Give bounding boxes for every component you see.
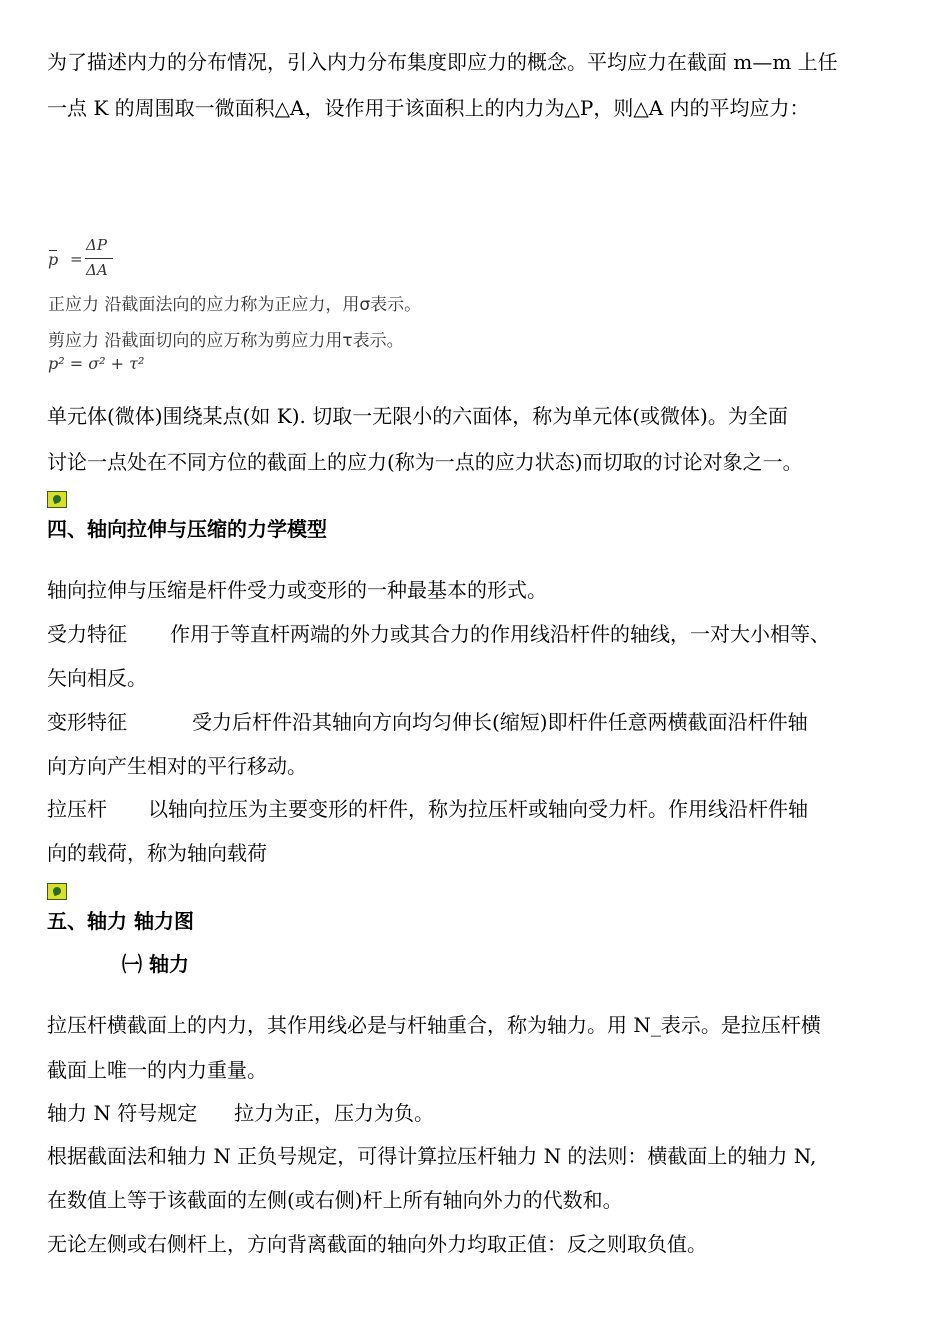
paragraph-line: 无论左侧或右侧杆上，方向背离截面的轴向外力均取正值：反之则取负值。 (47, 1232, 707, 1256)
paragraph-line: 截面上唯一的内力重量。 (47, 1058, 267, 1082)
paragraph-line: 轴向拉伸与压缩是杆件受力或变形的一种最基本的形式。 (47, 578, 547, 602)
paragraph-line: 矢向相反。 (47, 666, 147, 690)
link-icon[interactable] (47, 883, 67, 900)
term-label: 轴力 N 符号规定 (47, 1101, 198, 1125)
term-text: 受力后杆件沿其轴向方向均匀伸长(缩短)即杆件任意两横截面沿杆件轴 (192, 710, 808, 734)
paragraph-line: 向方向产生相对的平行移动。 (47, 754, 307, 778)
paragraph-line: 单元体(微体)围绕某点(如 K). 切取一无限小的六面体，称为单元体(或微体)。为全面 (47, 404, 788, 428)
fraction-bar (85, 258, 113, 259)
stress-relation-formula: p² = σ² + τ² (48, 354, 145, 373)
term-label: 受力特征 (47, 622, 127, 646)
normal-stress-definition: 正应力 沿截面法向的应力称为正应力，用σ表示。 (48, 295, 422, 315)
section-heading: 四、轴向拉伸与压缩的力学模型 (47, 517, 327, 541)
paragraph-line: 在数值上等于该截面的左侧(或右侧)杆上所有轴向外力的代数和。 (47, 1188, 623, 1212)
term-label: 变形特征 (47, 710, 127, 734)
term-text: 拉力为正，压力为负。 (234, 1101, 434, 1125)
formula-denominator: ΔA (86, 261, 108, 279)
paragraph-line: 一点 K 的周围取一微面积△A，设作用于该面积上的内力为△P，则△A 内的平均应力： (47, 96, 810, 120)
paragraph-line: 根据截面法和轴力 N 正负号规定，可得计算拉压杆轴力 N 的法则：横截面上的轴力 N, (47, 1144, 817, 1168)
section-heading: 五、轴力 轴力图 (47, 909, 194, 933)
link-icon[interactable] (47, 491, 67, 508)
paragraph-line: 向的载荷，称为轴向载荷 (47, 841, 267, 865)
paragraph-line: 讨论一点处在不同方位的截面上的应力(称为一点的应力状态)而切取的讨论对象之一。 (47, 450, 803, 474)
formula-lhs: p (48, 250, 59, 269)
axial-force-sign-rule (47, 1101, 647, 1125)
term-label: 拉压杆 (47, 797, 107, 821)
subsection-heading: ㈠ 轴力 (122, 952, 189, 976)
deformation-characteristic (47, 710, 907, 734)
force-characteristic (47, 622, 907, 646)
paragraph-line: 为了描述内力的分布情况，引入内力分布集度即应力的概念。平均应力在截面 m—m 上任 (47, 50, 838, 74)
tension-bar-definition (47, 797, 907, 821)
formula-equals: = (70, 250, 83, 268)
shear-stress-definition: 剪应力 沿截面切向的应万称为剪应力用τ表示。 (48, 331, 404, 351)
term-text: 以轴向拉压为主要变形的杆件，称为拉压杆或轴向受力杆。作用线沿杆件轴 (148, 797, 808, 821)
term-text: 作用于等直杆两端的外力或其合力的作用线沿杆件的轴线，一对大小相等、 (170, 622, 830, 646)
formula-numerator: ΔP (86, 236, 107, 254)
average-stress-formula (48, 236, 128, 284)
paragraph-line: 拉压杆横截面上的内力，其作用线必是与杆轴重合，称为轴力。用 N_表示。是拉压杆横 (47, 1013, 821, 1037)
